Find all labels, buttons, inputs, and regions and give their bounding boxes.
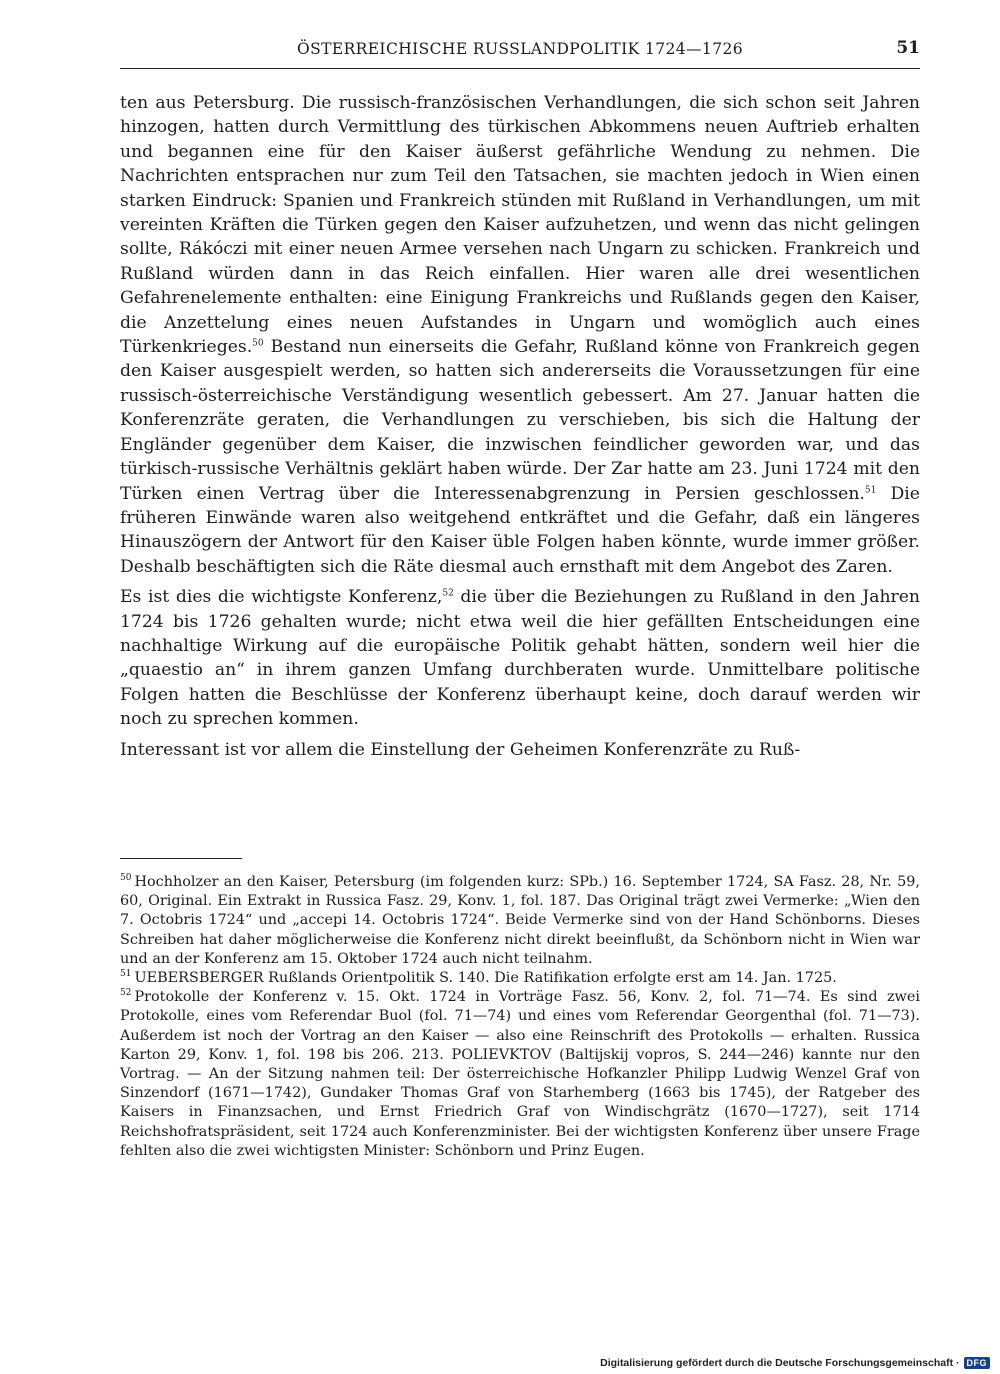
footnote-51 — [120, 969, 920, 988]
footnote-number: 52 — [120, 988, 132, 999]
dfg-logo: DFG — [964, 1357, 991, 1369]
page-number: 51 — [896, 38, 920, 58]
running-title: ÖSTERREICHISCHE RUSSLANDPOLITIK 1724—1726 — [297, 40, 743, 58]
footnote-ref-51: 51 — [864, 484, 877, 495]
paragraph-2 — [120, 585, 920, 731]
footnote-text: Hochholzer an den Kaiser, Petersburg (im folgenden kurz: SPb.) 16. September 1724, SA Fasz. 28, Nr. 59, 60, Original. Ein Extrakt in Russica Fasz. 29, Konv. 1, fol. 187. Das Original trägt zwei Vermerke: „Wien den 7. Octobris 1724“ und „accepi 14. Octobris 1724“. Beide Vermerke sind von der Hand Schönborns. Dieses Schreiben hat daher möglicherweise die Konferenz nicht direkt beeinflußt, da Schönborn nicht in Wien war und an der Konferenz am 15. Oktober 1724 auch nicht teilnahm. — [120, 874, 920, 967]
paragraph-3: Interessant ist vor allem die Einstellung der Geheimen Konferenzräte zu Ruß- — [120, 739, 801, 760]
footnote-text: UEBERSBERGER Rußlands Orientpolitik S. 140. Die Ratifikation erfolgte erst am 14. Jan. 1725. — [134, 970, 837, 987]
credit-text: Digitalisierung gefördert durch die Deutsche Forschungsgemeinschaft · — [600, 1357, 960, 1369]
digitization-credit — [600, 1356, 990, 1370]
footnote-number: 50 — [120, 873, 132, 884]
footnote-52 — [120, 988, 920, 1161]
paragraph-1-part-b: Bestand nun einerseits die Gefahr, Rußland könne von Frankreich gegen den Kaiser ausgespielt werden, so hatten sich andererseits die Voraussetzungen für eine russisch-österreichische Verständigung wesentlich gebessert. Am 27. Januar hatten die Konferenzräte geraten, die Verhandlungen zu verschieben, bis sich die Haltung der Engländer gegenüber dem Kaiser, die inzwischen feindlicher geworden war, und das türkisch-russische Verhältnis geklärt haben würde. Der Zar hatte am 23. Juni 1724 mit den Türken einen Vertrag über die Interessenabgrenzung in Persien geschlossen. — [120, 337, 920, 504]
footnote-divider — [120, 858, 242, 859]
footnote-number: 51 — [120, 969, 132, 980]
running-header — [120, 36, 920, 69]
paragraph-1-part-a: ten aus Petersburg. Die russisch-französischen Verhandlungen, die sich schon seit Jahren hinzogen, hatten durch Vermittlung des türkischen Abkommens neuen Auftrieb erhalten und begannen eine für den Kaiser äußerst gefährliche Wendung zu nehmen. Die Nachrichten entsprachen nur zum Teil den Tatsachen, sie machten jedoch in Wien einen starken Eindruck: Spanien und Frankreich stünden mit Rußland in Verhandlungen, um mit vereinten Kräften die Türken gegen den Kaiser aufzuhetzen, und wenn das nicht gelingen sollte, Rákóczi mit einer neuen Armee versehen nach Ungarn zu schicken. Frankreich und Rußland würden dann in das Reich einfallen. Hier waren alle drei wesentlichen Gefahrenelemente enthalten: eine Einigung Frankreichs und Rußlands gegen den Kaiser, die Anzettelung eines neuen Aufstandes in Ungarn und womöglich auch eines Türkenkrieges. — [120, 93, 920, 358]
footnote-ref-50: 50 — [252, 338, 264, 349]
paragraph-1 — [120, 91, 920, 579]
footnote-text: Protokolle der Konferenz v. 15. Okt. 1724 in Vorträge Fasz. 56, Konv. 2, fol. 71—74. Es sind zwei Protokolle, eines vom Referendar Buol (fol. 71—74) und eines vom Referendar Georgenthal (fol. 71—73). Außerdem ist noch der Vortrag an den Kaiser — also eine Reinschrift des Protokolls — erhalten. Russica Karton 29, Konv. 1, fol. 198 bis 206. 213. POLIEVKTOV (Baltijskij vopros, S. 244—246) kannte nur den Vortrag. — An der Sitzung nahmen teil: Der österreichische Hofkanzler Philipp Ludwig Wenzel Graf von Sinzendorf (1671—1742), Gundaker Thomas Graf von Starhemberg (1663 bis 1745), der Ratgeber des Kaisers in Finanzsachen, und Ernst Friedrich Graf von Windischgrätz (1670—1727), seit 1714 Reichshofratspräsident, seit 1724 auch Konferenzminister. Bei der wichtigsten Konferenz über unsere Frage fehlten also die zwei wichtigsten Minister: Schönborn und Prinz Eugen. — [120, 989, 920, 1159]
footnote-ref-52: 52 — [442, 588, 454, 599]
paragraph-2-part-b: die über die Beziehungen zu Rußland in den Jahren 1724 bis 1726 gehalten wurde; nicht etwa weil die hier gefällten Entscheidungen eine nachhaltige Wirkung auf die europäische Politik gehabt hätten, sondern weil hier die „quaestio an“ in ihrem ganzen Umfang durchberaten wurde. Unmittelbare politische Folgen hatten die Beschlüsse der Konferenz überhaupt keine, doch darauf werden wir noch zu sprechen kommen. — [120, 587, 920, 730]
footnote-50 — [120, 873, 920, 969]
main-text — [120, 91, 920, 762]
paragraph-1-part-c: Die früheren Einwände waren also weitgehend entkräftet und die Gefahr, daß ein längeres Hinauszögern der Antwort für den Kaiser üble Folgen haben könnte, wurde immer größer. Deshalb beschäftigten sich die Räte diesmal auch ernsthaft mit dem Angebot des Zaren. — [120, 483, 920, 577]
footnotes — [120, 873, 920, 1161]
paragraph-2-part-a: Es ist dies die wichtigste Konferenz, — [120, 587, 443, 608]
